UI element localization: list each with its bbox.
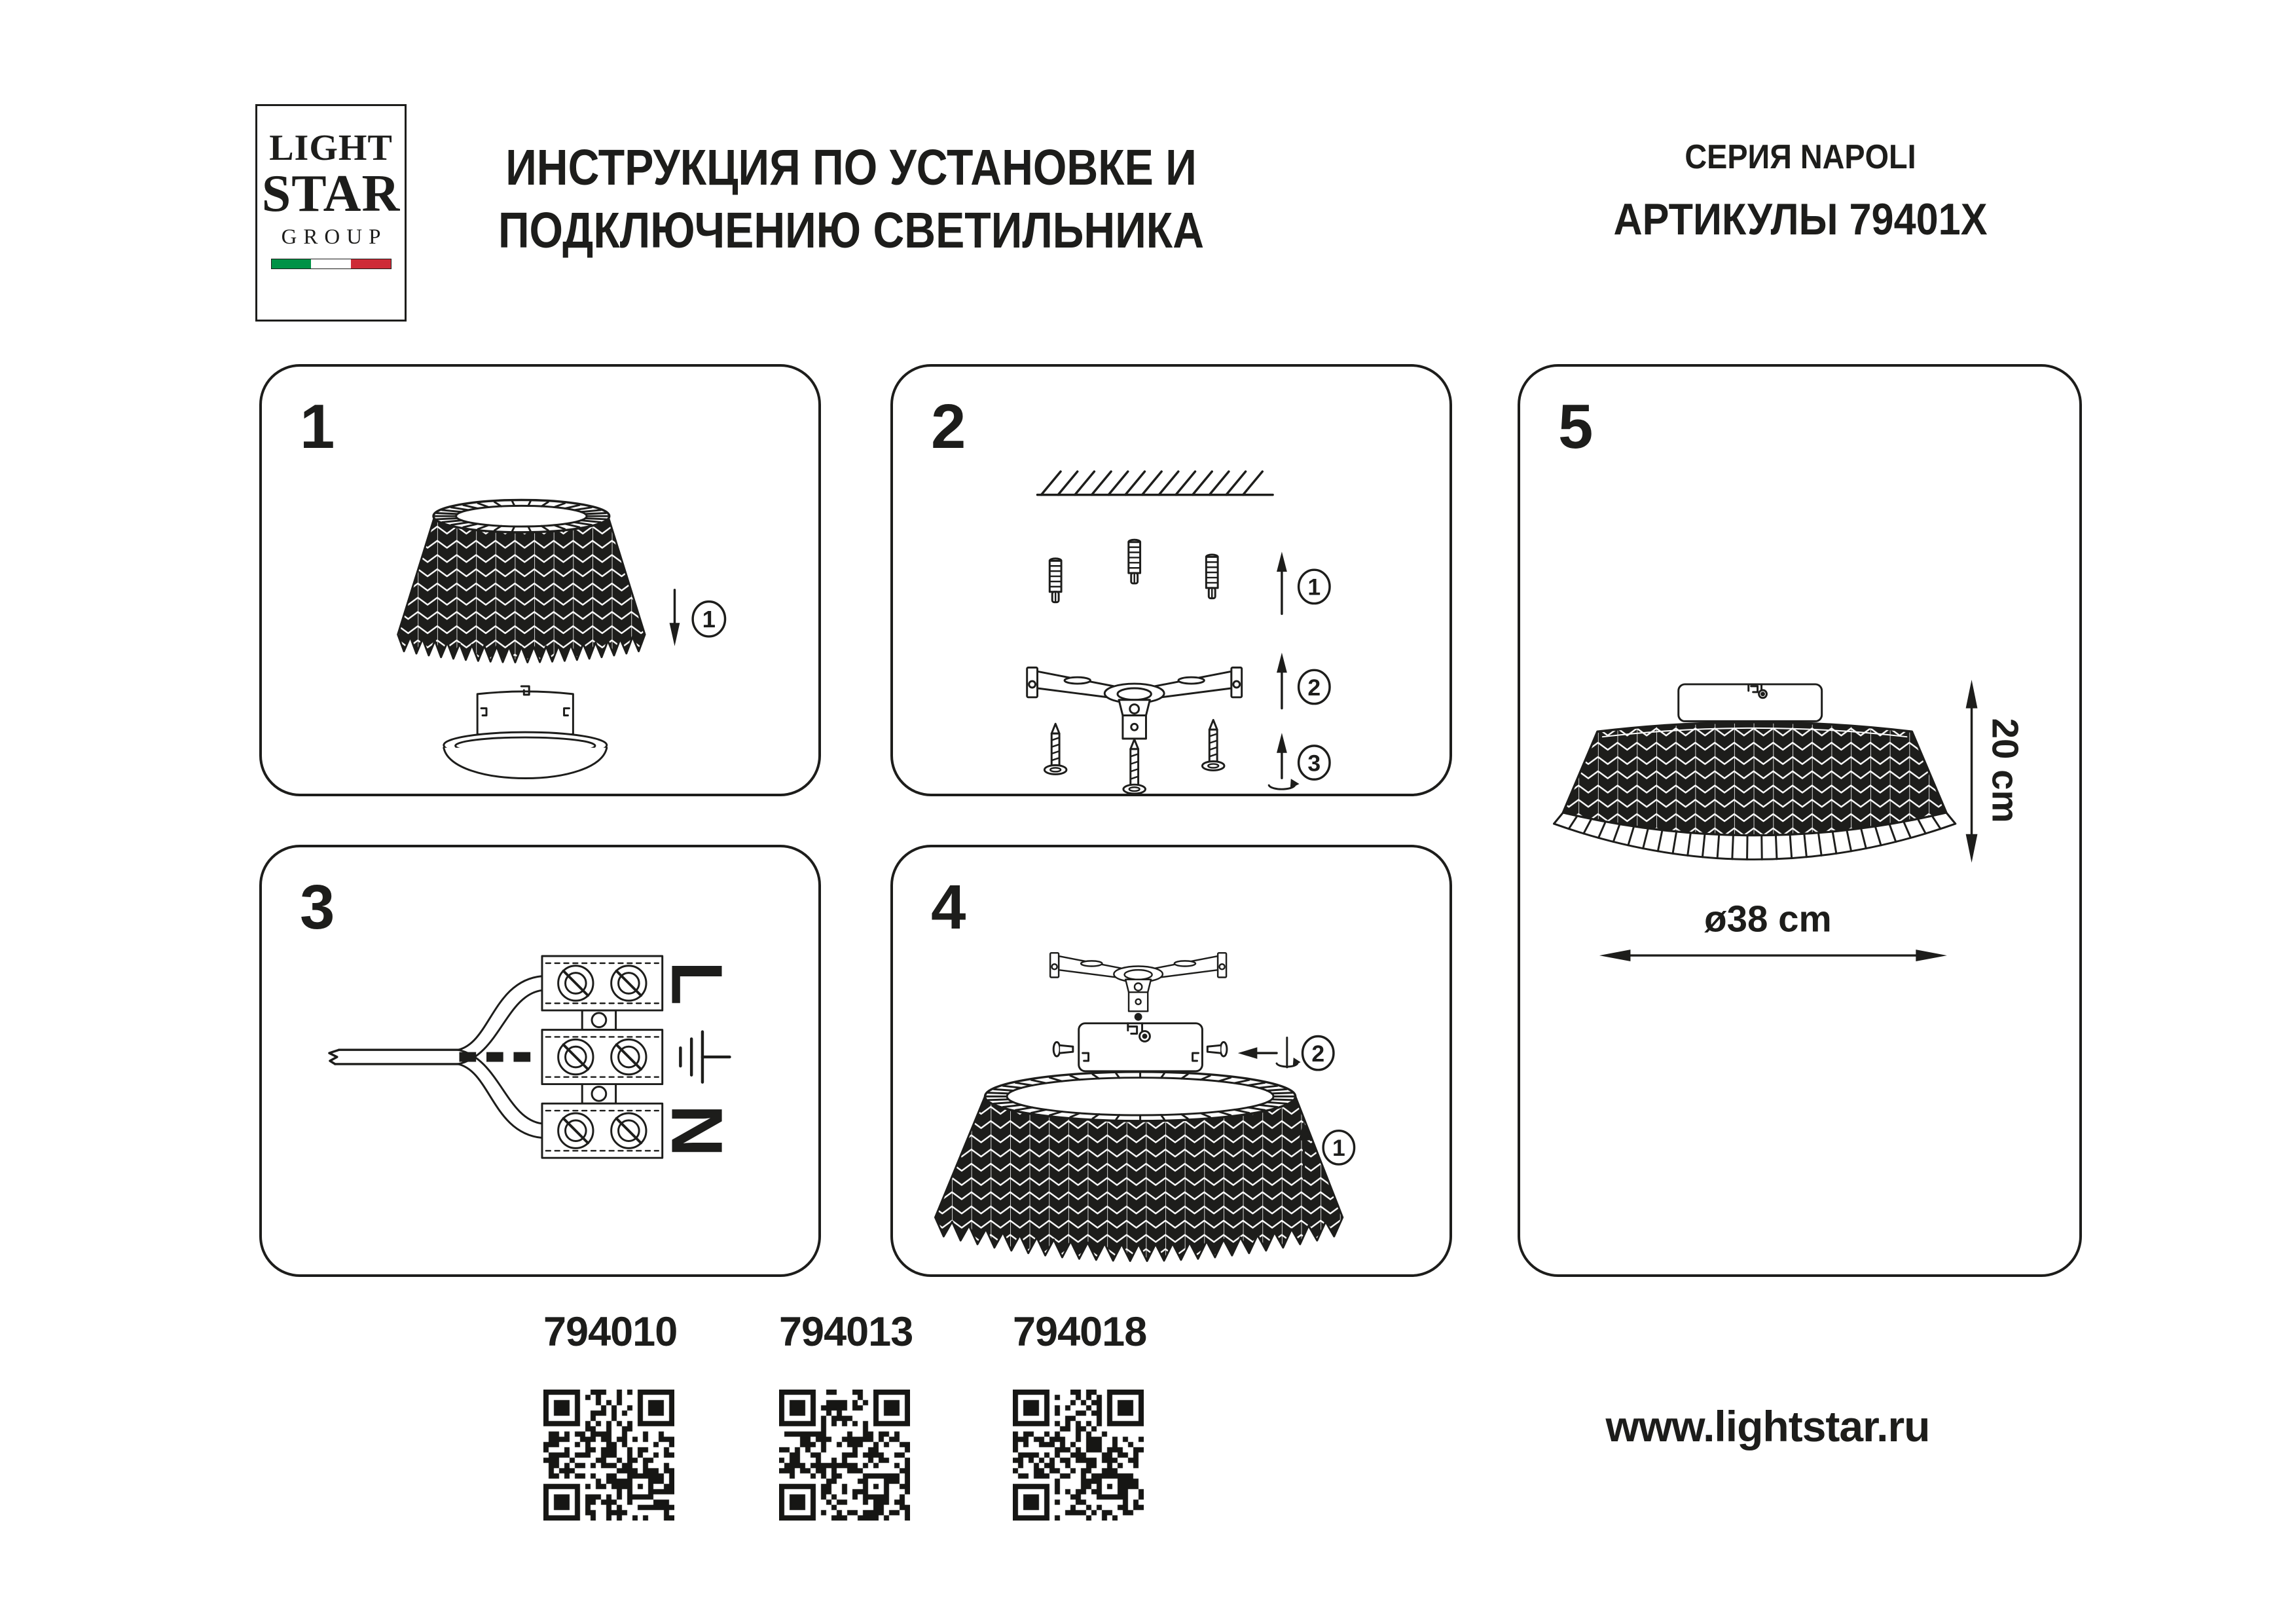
articles-label: АРТИКУЛЫ 79401X xyxy=(1613,194,1988,244)
callout-2-label: 2 xyxy=(1311,1040,1325,1067)
website-url: www.lightstar.ru xyxy=(1605,1402,1930,1450)
earth-symbol xyxy=(680,1032,729,1082)
screw-dot xyxy=(1135,1013,1142,1021)
title-line-2: ПОДКЛЮЧЕНИЮ СВЕТИЛЬНИКА xyxy=(498,202,1205,259)
italian-flag-bar xyxy=(271,259,392,269)
flag-white xyxy=(311,259,351,268)
step-3-wiring-diagram xyxy=(262,847,818,1274)
lampshade xyxy=(398,516,645,662)
lamp-base xyxy=(444,686,607,779)
article-code: 794010 xyxy=(543,1309,678,1355)
step-4-diagram xyxy=(893,847,1449,1274)
callout-2-label: 2 xyxy=(1307,674,1321,701)
step-2-diagram xyxy=(893,367,1449,794)
step-1-panel xyxy=(259,364,821,796)
terminal-block xyxy=(542,956,663,1158)
wall-plugs xyxy=(1049,540,1218,602)
height-dimension-arrow xyxy=(1966,680,1978,862)
step-5-number: 5 xyxy=(1558,392,1594,462)
lightstar-logo xyxy=(255,104,407,322)
down-arrow xyxy=(670,590,680,646)
article-column-1 xyxy=(543,1308,678,1521)
qr-code xyxy=(543,1390,674,1521)
step-1-diagram xyxy=(262,367,818,794)
step-4-panel xyxy=(890,845,1452,1277)
callout-1-label: 1 xyxy=(1332,1135,1345,1162)
lampshade xyxy=(1563,722,1946,836)
rotate-arrow xyxy=(1238,1037,1301,1067)
series-label: СЕРИЯ NAPOLI xyxy=(1685,138,1916,176)
title-line-1: ИНСТРУКЦИЯ ПО УСТАНОВКЕ И xyxy=(505,139,1197,196)
callout-arrows xyxy=(1269,552,1299,790)
logo-text-star: STAR xyxy=(261,165,401,223)
step-3-number: 3 xyxy=(300,872,335,942)
step-2-panel xyxy=(890,364,1452,796)
wires xyxy=(458,976,542,1138)
article-code: 794013 xyxy=(779,1309,913,1355)
article-code: 794018 xyxy=(1013,1309,1147,1355)
flag-green xyxy=(272,259,312,268)
step-5-panel xyxy=(1518,364,2082,1277)
article-column-2 xyxy=(779,1308,913,1521)
lamp-base-cylinder xyxy=(1079,1024,1203,1071)
callout-1-label: 1 xyxy=(1307,574,1321,600)
step-1-number: 1 xyxy=(300,392,335,462)
height-dimension-label: 20 cm xyxy=(1984,718,2026,823)
lamp-base-cylinder xyxy=(1679,684,1822,721)
page-title xyxy=(468,136,1234,262)
qr-code xyxy=(779,1390,910,1521)
callout-3-label: 3 xyxy=(1307,750,1321,777)
qr-code xyxy=(1013,1390,1144,1521)
live-label: L xyxy=(656,961,737,1006)
diameter-dimension-arrow xyxy=(1599,950,1947,961)
neutral-label: N xyxy=(656,1104,737,1157)
step-4-number: 4 xyxy=(931,872,966,942)
step-2-number: 2 xyxy=(931,392,966,462)
logo-text-light: LIGHT xyxy=(269,128,393,168)
logo-text-group: GROUP xyxy=(281,225,388,249)
article-column-3 xyxy=(1013,1308,1147,1521)
callout-1-label: 1 xyxy=(702,606,716,633)
diameter-dimension-label: ø38 cm xyxy=(1704,898,1832,940)
flag-red xyxy=(351,259,391,268)
supply-cable xyxy=(329,1050,458,1064)
step-3-panel xyxy=(259,845,821,1277)
shade-top-rim xyxy=(433,500,610,532)
mounting-bracket xyxy=(1050,953,1226,1011)
step-5-dimensions-diagram xyxy=(1520,367,2079,1274)
ceiling-hatch xyxy=(1038,471,1273,495)
